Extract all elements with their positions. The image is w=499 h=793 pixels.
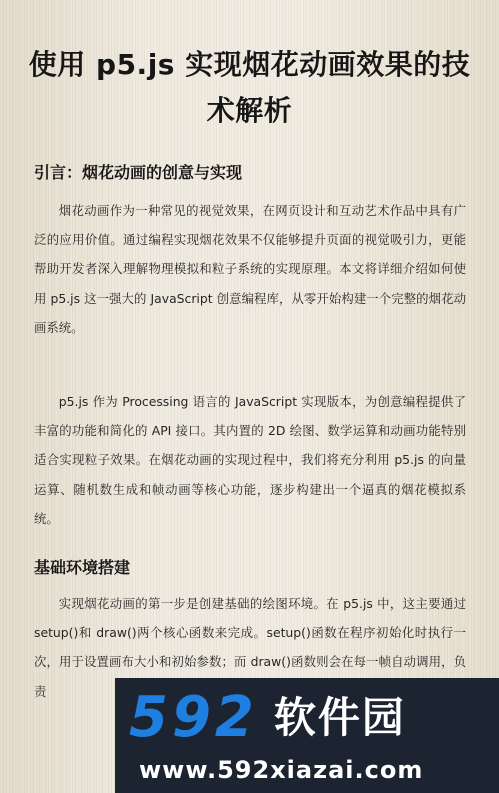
intro-paragraph-1: 烟花动画作为一种常见的视觉效果，在网页设计和互动艺术作品中具有广泛的应用价值。通过编程实现烟花效果不仅能够提升页面的视觉吸引力，更能帮助开发者深入理解物理模拟和粒子系统的实现原理。本文将详细介绍如何使用 p5.js 这一强大的 JavaScript 创意编程库，从零开始构建一个完整的烟花动画系统。 — [34, 203, 466, 335]
setup-paragraph-1: 实现烟花动画的第一步是创建基础的绘图环境。在 p5.js 中，这主要通过 setup()和 draw()两个核心函数来完成。setup()函数在程序初始化时执行一次，用于设置画布大小和初始参数；而 draw()函数则会在每一帧自动调用，负责 — [34, 596, 466, 699]
section-heading-setup: 基础环境搭建 — [34, 558, 131, 577]
article-title: 使用 p5.js 实现烟花动画效果的技术解析 — [28, 48, 471, 127]
section-heading-intro: 引言：烟花动画的创意与实现 — [34, 163, 243, 182]
watermark-brand — [129, 685, 499, 750]
watermark-logo — [115, 678, 499, 793]
watermark-digits: 592 — [129, 685, 258, 750]
watermark-url: www.592xiazai.com — [139, 756, 424, 784]
intro-paragraph-2: p5.js 作为 Processing 语言的 JavaScript 实现版本，为创意编程提供了丰富的功能和简化的 API 接口。其内置的 2D 绘图、数学运算和动画功能特别适合实现粒子效果。在烟花动画的实现过程中，我们将充分利用 p5.js 的向量运算、随机数生成和帧动画等核心功能，逐步构建出一个逼真的烟花模拟系统。 — [34, 394, 466, 526]
watermark-brand-name: 软件园 — [273, 693, 406, 742]
